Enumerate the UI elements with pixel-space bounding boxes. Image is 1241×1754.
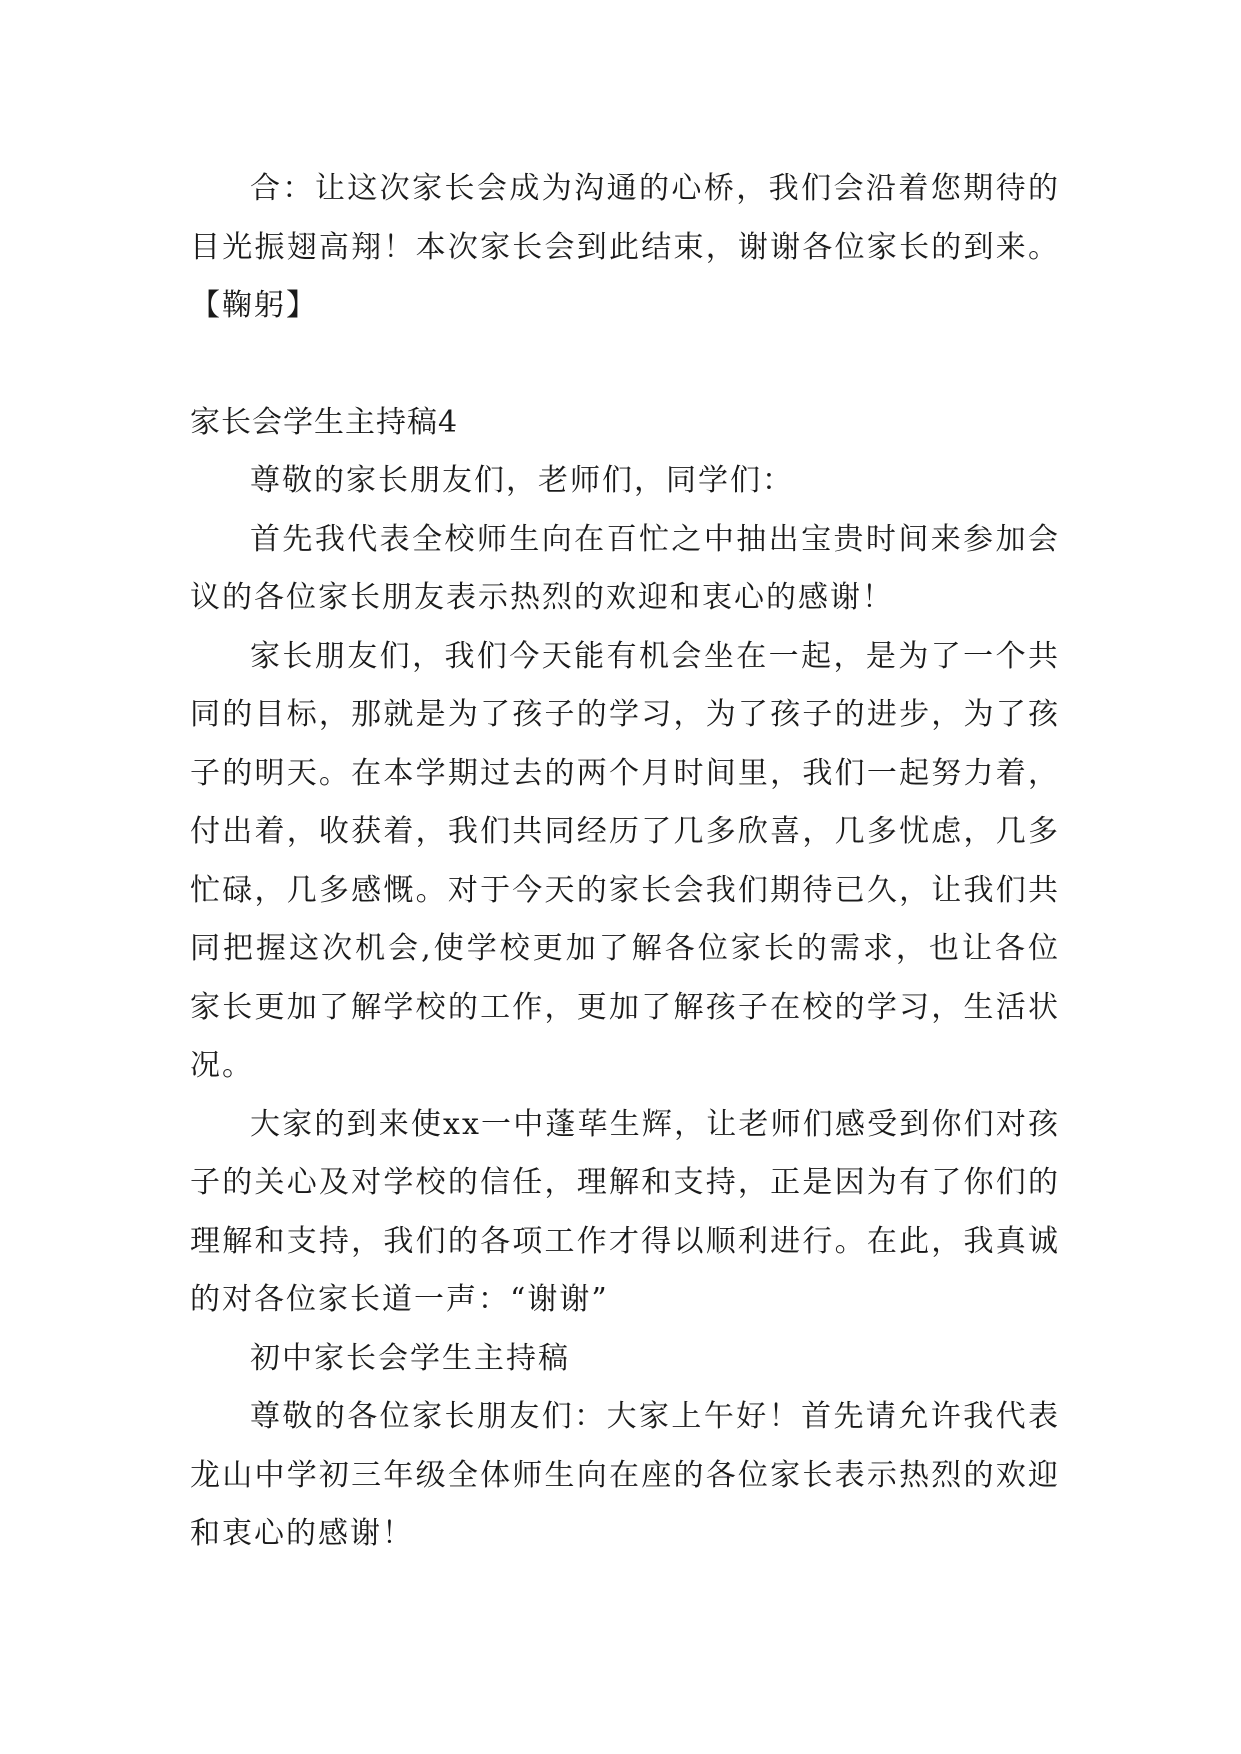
opening-paragraph: 尊敬的各位家长朋友们：大家上午好！首先请允许我代表龙山中学初三年级全体师生向在座的各位家长表示热烈的欢迎和衷心的感谢！ [190, 1399, 1060, 1551]
section-gap [190, 336, 1060, 394]
welcome-paragraph: 首先我代表全校师生向在百忙之中抽出宝贵时间来参加会议的各位家长朋友表示热烈的欢迎和衷心的感谢！ [190, 521, 1060, 615]
greeting-paragraph: 尊敬的家长朋友们，老师们，同学们： [250, 463, 794, 498]
subsection-title: 初中家长会学生主持稿 [250, 1340, 570, 1376]
section-heading: 家长会学生主持稿4 [190, 404, 459, 440]
closing-paragraph: 合：让这次家长会成为沟通的心桥，我们会沿着您期待的目光振翅高翔！本次家长会到此结束，谢谢各位家长的到来。【鞠躬】 [190, 171, 1060, 323]
purpose-paragraph: 家长朋友们，我们今天能有机会坐在一起，是为了一个共同的目标，那就是为了孩子的学习，为了孩子的进步，为了孩子的明天。在本学期过去的两个月时间里，我们一起努力着，付出着，收获着，我们共同经历了几多欣喜，几多忧虑，几多忙碌，几多感慨。对于今天的家长会我们期待已久，让我们共同把握这次机会,使学校更加了解各位家长的需求，也让各位家长更加了解学校的工作，更加了解孩子在校的学习，生活状况。 [190, 638, 1060, 1083]
thanks-paragraph: 大家的到来使xx一中蓬荜生辉，让老师们感受到你们对孩子的关心及对学校的信任，理解和支持，正是因为有了你们的理解和支持，我们的各项工作才得以顺利进行。在此，我真诚的对各位家长道一声：“谢谢” [190, 1106, 1060, 1317]
document-page [190, 160, 1060, 1564]
